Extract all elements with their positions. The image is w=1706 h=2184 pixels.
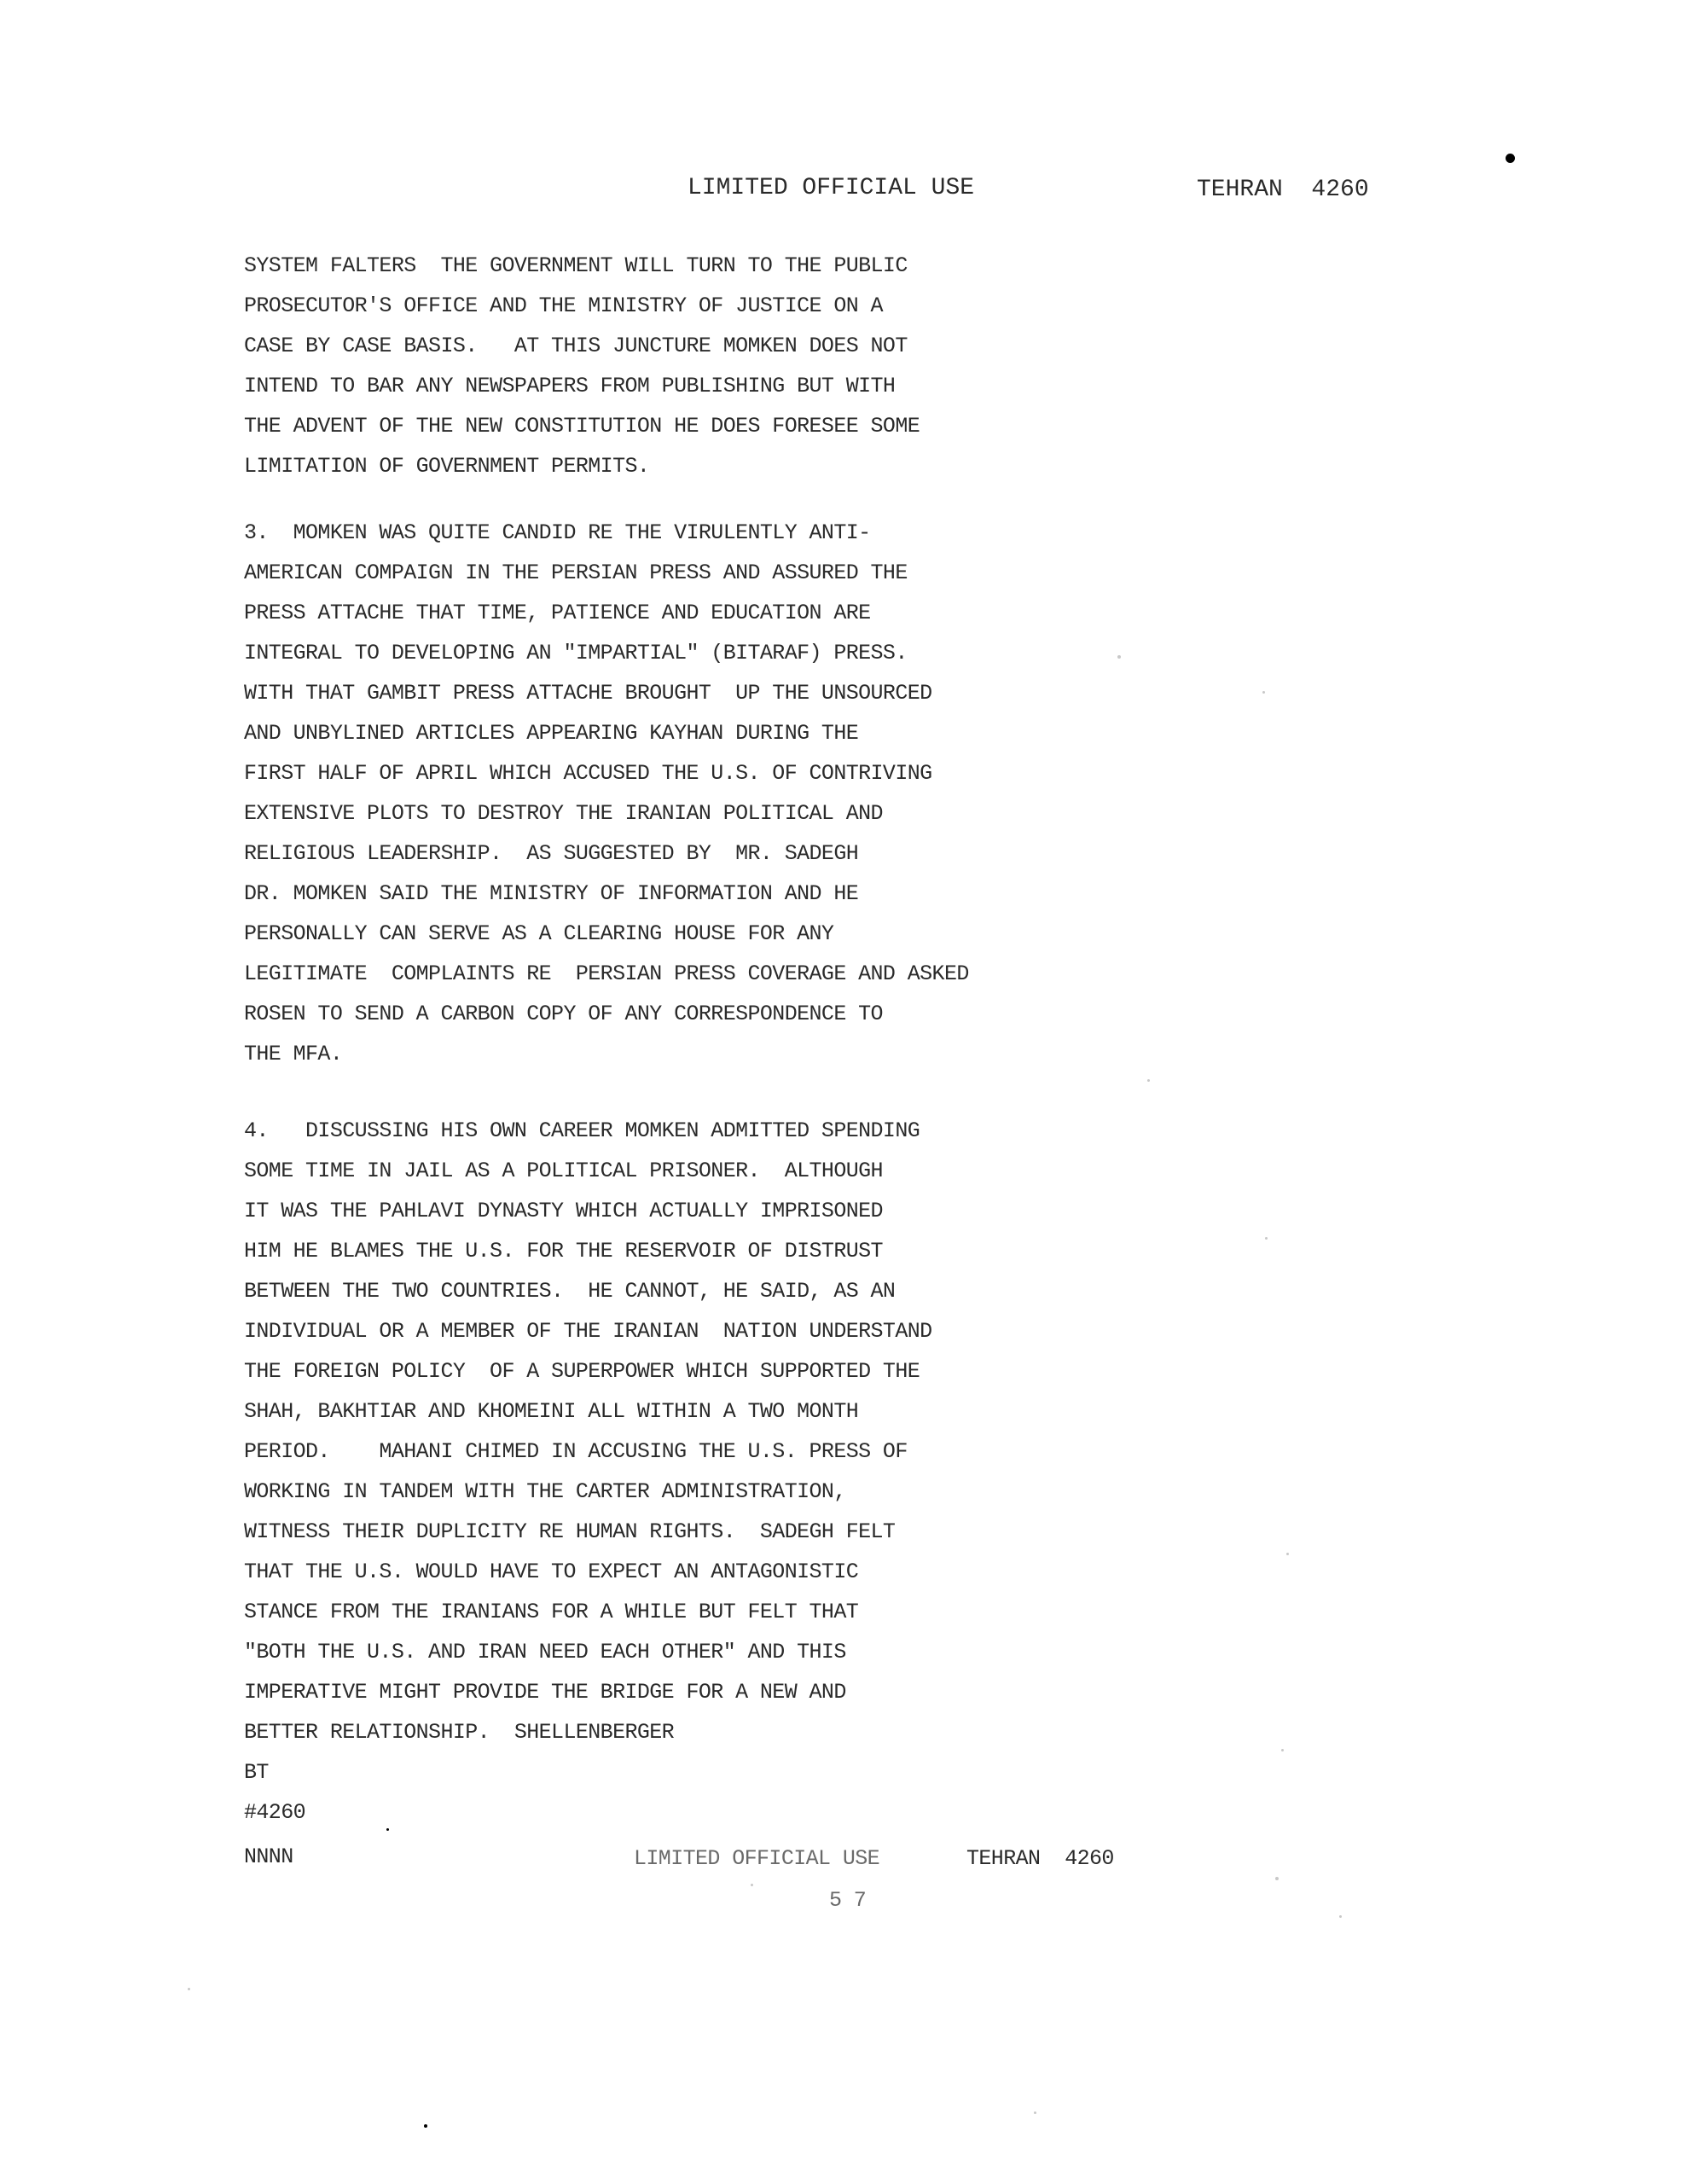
- footer-classification: LIMITED OFFICIAL USE: [634, 1846, 880, 1871]
- body-line: RELIGIOUS LEADERSHIP. AS SUGGESTED BY MR. SADEGH: [244, 841, 859, 866]
- body-line: AND UNBYLINED ARTICLES APPEARING KAYHAN DURING THE: [244, 721, 859, 746]
- body-line: PROSECUTOR'S OFFICE AND THE MINISTRY OF JUSTICE ON A: [244, 293, 883, 318]
- body-line: THE ADVENT OF THE NEW CONSTITUTION HE DOES FORESEE SOME: [244, 414, 920, 439]
- body-line: LIMITATION OF GOVERNMENT PERMITS.: [244, 454, 650, 479]
- scan-speck: [1034, 2111, 1036, 2114]
- body-line: BETWEEN THE TWO COUNTRIES. HE CANNOT, HE SAID, AS AN: [244, 1279, 896, 1304]
- body-line: AMERICAN COMPAIGN IN THE PERSIAN PRESS AND ASSURED THE: [244, 561, 908, 585]
- scan-speck: [188, 1988, 190, 1990]
- body-line: THE FOREIGN POLICY OF A SUPERPOWER WHICH SUPPORTED THE: [244, 1359, 920, 1384]
- scan-speck: [424, 2124, 427, 2128]
- scan-speck: [1147, 1079, 1150, 1082]
- body-line: 4. DISCUSSING HIS OWN CAREER MOMKEN ADMITTED SPENDING: [244, 1118, 920, 1143]
- footer-reference: TEHRAN 4260: [966, 1846, 1114, 1871]
- scan-speck: [1275, 1877, 1279, 1880]
- scan-speck: [1265, 1237, 1268, 1240]
- body-line: WORKING IN TANDEM WITH THE CARTER ADMINISTRATION,: [244, 1479, 846, 1504]
- body-line: IMPERATIVE MIGHT PROVIDE THE BRIDGE FOR A NEW AND: [244, 1680, 846, 1705]
- scan-speck: [751, 1884, 753, 1886]
- body-line: BT: [244, 1760, 269, 1785]
- header-reference: TEHRAN 4260: [1197, 177, 1369, 203]
- body-line: SHAH, BAKHTIAR AND KHOMEINI ALL WITHIN A TWO MONTH: [244, 1399, 859, 1424]
- body-line: IT WAS THE PAHLAVI DYNASTY WHICH ACTUALLY IMPRISONED: [244, 1199, 883, 1223]
- body-line: ROSEN TO SEND A CARBON COPY OF ANY CORRESPONDENCE TO: [244, 1002, 883, 1026]
- body-line: SYSTEM FALTERS THE GOVERNMENT WILL TURN TO THE PUBLIC: [244, 253, 908, 278]
- body-line: "BOTH THE U.S. AND IRAN NEED EACH OTHER" AND THIS: [244, 1640, 846, 1664]
- body-line: INDIVIDUAL OR A MEMBER OF THE IRANIAN NATION UNDERSTAND: [244, 1319, 932, 1344]
- body-line: INTEND TO BAR ANY NEWSPAPERS FROM PUBLISHING BUT WITH: [244, 374, 896, 398]
- body-line: PRESS ATTACHE THAT TIME, PATIENCE AND EDUCATION ARE: [244, 601, 871, 625]
- body-line: WITNESS THEIR DUPLICITY RE HUMAN RIGHTS. SADEGH FELT: [244, 1519, 896, 1544]
- scan-speck: [1286, 1553, 1289, 1555]
- body-line: #4260: [244, 1800, 306, 1825]
- body-line: WITH THAT GAMBIT PRESS ATTACHE BROUGHT UP THE UNSOURCED: [244, 681, 932, 706]
- scan-speck: [1339, 1915, 1342, 1918]
- body-line: THAT THE U.S. WOULD HAVE TO EXPECT AN ANTAGONISTIC: [244, 1560, 859, 1584]
- body-line: HIM HE BLAMES THE U.S. FOR THE RESERVOIR OF DISTRUST: [244, 1239, 883, 1263]
- body-line: SOME TIME IN JAIL AS A POLITICAL PRISONER. ALTHOUGH: [244, 1159, 883, 1183]
- body-line: EXTENSIVE PLOTS TO DESTROY THE IRANIAN POLITICAL AND: [244, 801, 883, 826]
- scan-speck: [1262, 691, 1265, 694]
- scan-speck: [1117, 655, 1121, 659]
- header-classification: LIMITED OFFICIAL USE: [688, 175, 975, 201]
- body-line: PERSONALLY CAN SERVE AS A CLEARING HOUSE FOR ANY: [244, 921, 834, 946]
- scan-speck: [1506, 154, 1515, 163]
- body-line: PERIOD. MAHANI CHIMED IN ACCUSING THE U.S. PRESS OF: [244, 1439, 908, 1464]
- body-line: INTEGRAL TO DEVELOPING AN "IMPARTIAL" (BITARAF) PRESS.: [244, 641, 908, 665]
- body-line: THE MFA.: [244, 1042, 343, 1066]
- end-marker: NNNN: [244, 1844, 293, 1869]
- body-line: FIRST HALF OF APRIL WHICH ACCUSED THE U.S. OF CONTRIVING: [244, 761, 932, 786]
- scan-speck: [386, 1828, 389, 1831]
- page-number: 5 7: [829, 1888, 867, 1913]
- body-line: CASE BY CASE BASIS. AT THIS JUNCTURE MOMKEN DOES NOT: [244, 334, 908, 358]
- body-line: STANCE FROM THE IRANIANS FOR A WHILE BUT FELT THAT: [244, 1600, 859, 1624]
- scan-speck: [1281, 1749, 1284, 1751]
- body-line: BETTER RELATIONSHIP. SHELLENBERGER: [244, 1720, 675, 1745]
- body-line: 3. MOMKEN WAS QUITE CANDID RE THE VIRULENTLY ANTI-: [244, 520, 871, 545]
- body-line: LEGITIMATE COMPLAINTS RE PERSIAN PRESS COVERAGE AND ASKED: [244, 961, 969, 986]
- body-line: DR. MOMKEN SAID THE MINISTRY OF INFORMATION AND HE: [244, 881, 859, 906]
